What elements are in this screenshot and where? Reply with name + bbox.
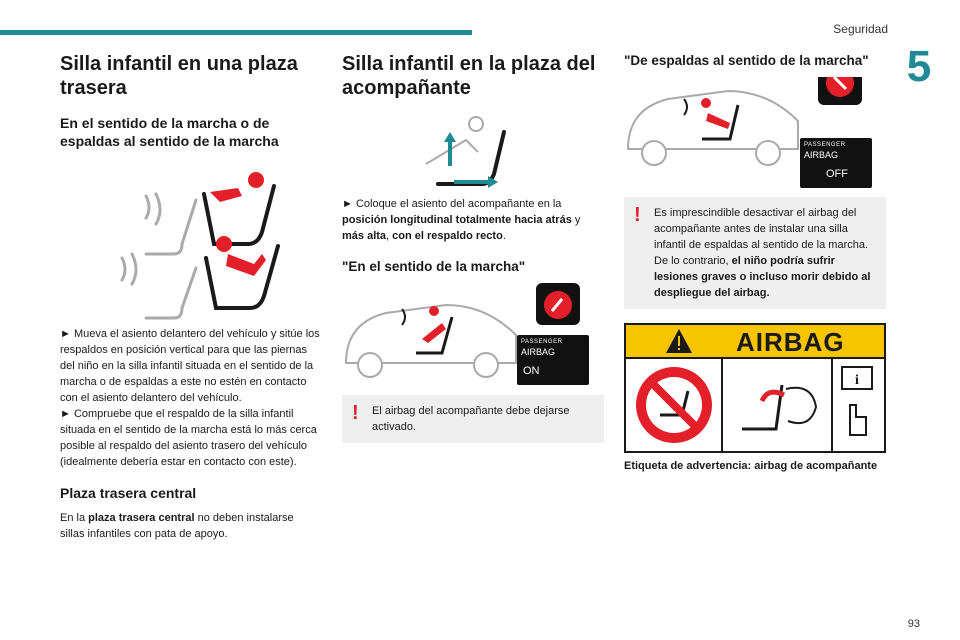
airbag-on-indicator: PASSENGER AIRBAG ON [517, 335, 589, 385]
column-front-passenger [342, 52, 604, 443]
svg-text:i: i [855, 373, 859, 388]
exclamation-icon: ! [634, 204, 641, 226]
column-rear-seat [60, 52, 320, 542]
header-bar [0, 30, 472, 35]
airbag-on-warning: ! El airbag del acompañante debe dejarse activado. [342, 395, 604, 443]
forward-facing-subtitle: "En el sentido de la marcha" [342, 259, 526, 274]
page-number: 93 [907, 618, 920, 630]
front-passenger-title: Silla infantil en la plaza del acompañante [342, 53, 596, 99]
airbag-label-caption: Etiqueta de advertencia: airbag de acompañante [624, 460, 878, 472]
airbag-warning-label [624, 323, 886, 453]
exclamation-icon: ! [352, 402, 359, 424]
airbag-label-pictograms [626, 359, 884, 453]
warning-triangle-icon [664, 327, 694, 355]
airbag-label-header: AIRBAG [626, 325, 884, 359]
rear-seat-instruction-2: ► Compruebe que el respaldo de la silla infantil situada en el sentido de la marcha está lo más cerca posible al respaldo del asiento trasero del vehículo (idealmente debería estar en contacto con este). [60, 408, 317, 468]
front-passenger-instruction: ► Coloque el asiento del acompañante en la posición longitudinal totalmente hacia atrás y más alta, con el respaldo recto. [342, 198, 581, 242]
rear-facing-subtitle: "De espaldas al sentido de la marcha" [624, 53, 869, 68]
rear-seat-subtitle: En el sentido de la marcha o de espaldas al sentido de la marcha [60, 115, 279, 149]
forward-facing-warning-icon [536, 283, 580, 325]
airbag-off-indicator: PASSENGER AIRBAG OFF [800, 138, 872, 188]
column-rear-facing [624, 52, 886, 474]
section-title: Seguridad [833, 22, 888, 36]
rear-facing-warning-icon [818, 77, 862, 105]
center-rear-subtitle: Plaza trasera central [60, 485, 197, 501]
center-rear-text: En la plaza trasera central no deben instalarse sillas infantiles con pata de apoyo. [60, 512, 294, 540]
airbag-off-warning: ! Es imprescindible desactivar el airbag del acompañante antes de instalar una silla infantil de espaldas al sentido de la marcha. De lo contrario, el niño podría sufrir lesiones graves o incluso morir debido al despliegue del airbag. [624, 197, 886, 309]
rear-seat-instruction-1: ► Mueva el asiento delantero del vehículo y sitúe los respaldos en posición vertical para que las piernas del niño en la silla infantil situada en el sentido de la marcha o de espaldas a este no estén en contacto con el asiento delantero del vehículo. [60, 328, 320, 404]
rear-child-seat-illustration [60, 158, 320, 326]
seat-adjustment-illustration [342, 114, 604, 190]
chapter-number: 5 [906, 42, 932, 91]
rear-seat-title: Silla infantil en una plaza trasera [60, 53, 298, 99]
